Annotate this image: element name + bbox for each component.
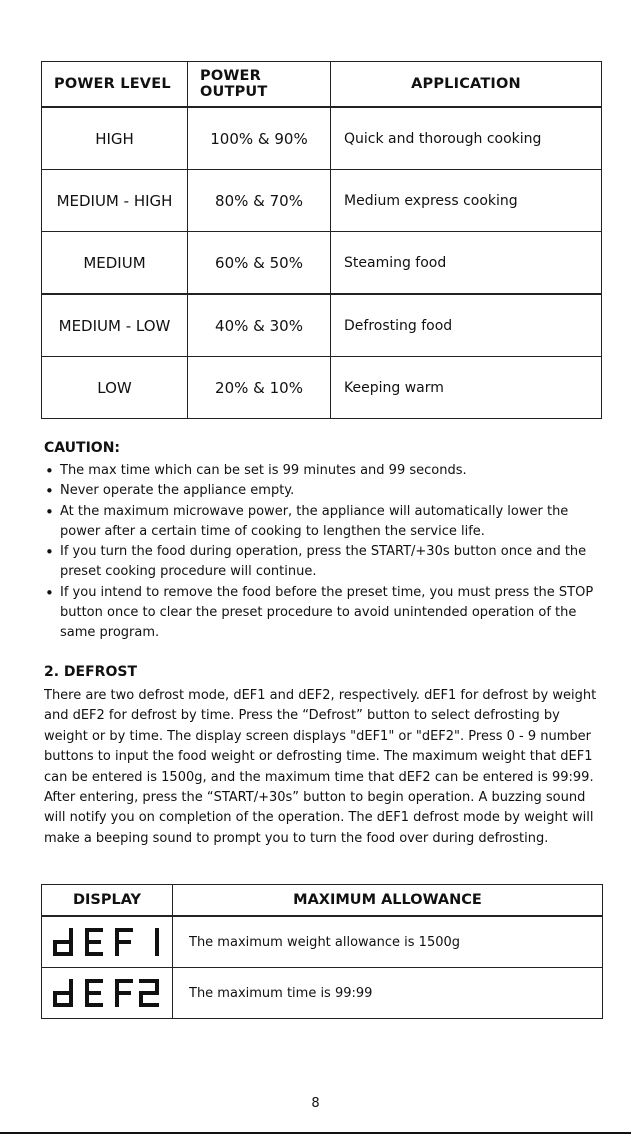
application-cell: Quick and thorough cooking (331, 107, 602, 170)
header-power-level: POWER LEVEL (42, 62, 188, 108)
table-row (42, 916, 603, 968)
allowance-cell: The maximum weight allowance is 1500g (173, 916, 603, 968)
seven-segment-def2-icon (51, 978, 163, 1008)
caution-heading: CAUTION: (44, 440, 121, 456)
caution-item: • Never operate the appliance empty. (44, 481, 604, 501)
power-output-cell: 100% & 90% (188, 107, 331, 170)
display-cell (42, 916, 173, 968)
page-number: 8 (311, 1096, 320, 1111)
header-display: DISPLAY (42, 885, 173, 917)
power-table-header-row (42, 62, 602, 108)
power-level-cell: MEDIUM (42, 232, 188, 295)
power-level-table (41, 61, 602, 419)
bottom-divider (0, 1132, 631, 1134)
display-cell (42, 968, 173, 1019)
power-level-cell: LOW (42, 357, 188, 419)
display-table-header-row (42, 885, 603, 917)
application-cell: Medium express cooking (331, 170, 602, 232)
table-row (42, 170, 602, 232)
display-table (41, 884, 603, 1019)
header-power-output: POWER OUTPUT (188, 62, 331, 108)
power-output-cell: 20% & 10% (188, 357, 331, 419)
caution-item: • If you turn the food during operation, press the START/+30s button once and the preset cooking procedure will continue. (44, 542, 604, 583)
allowance-cell: The maximum time is 99:99 (173, 968, 603, 1019)
defrost-paragraph: There are two defrost mode, dEF1 and dEF2, respectively. dEF1 for defrost by weight and dEF2 for defrost by time. Press the “Defrost” button to select defrosting by weight or by time. The display screen displays "dEF1" or "dEF2". Press 0 - 9 number buttons to input the food weight or defrosting time. The maximum weight that dEF1 can be entered is 1500g, and the maximum time that dEF2 can be entered is 99:99. After entering, press the “START/+30s” button to begin operation. A buzzing sound will notify you on completion of the operation. The dEF1 defrost mode by weight will make a beeping sound to prompt you to turn the food over during defrosting. (44, 688, 597, 846)
header-application: APPLICATION (331, 62, 602, 108)
power-output-cell: 40% & 30% (188, 294, 331, 357)
seven-segment-def1-icon (51, 927, 163, 957)
application-cell: Steaming food (331, 232, 602, 295)
power-level-cell: HIGH (42, 107, 188, 170)
caution-item: • If you intend to remove the food before the preset time, you must press the STOP button once to clear the preset procedure to avoid unintended operation of the same program. (44, 583, 604, 644)
table-row (42, 294, 602, 357)
power-level-cell: MEDIUM - LOW (42, 294, 188, 357)
caution-item: • At the maximum microwave power, the appliance will automatically lower the power after a certain time of cooking to lengthen the service life. (44, 502, 604, 543)
power-level-cell: MEDIUM - HIGH (42, 170, 188, 232)
table-row (42, 232, 602, 295)
power-output-cell: 80% & 70% (188, 170, 331, 232)
table-row (42, 357, 602, 419)
header-maximum-allowance: MAXIMUM ALLOWANCE (173, 885, 603, 917)
caution-item: • The max time which can be set is 99 minutes and 99 seconds. (44, 461, 604, 481)
caution-list (44, 461, 604, 644)
application-cell: Defrosting food (331, 294, 602, 357)
defrost-heading: 2. DEFROST (44, 664, 137, 680)
application-cell: Keeping warm (331, 357, 602, 419)
table-row (42, 968, 603, 1019)
power-output-cell: 60% & 50% (188, 232, 331, 295)
table-row (42, 107, 602, 170)
